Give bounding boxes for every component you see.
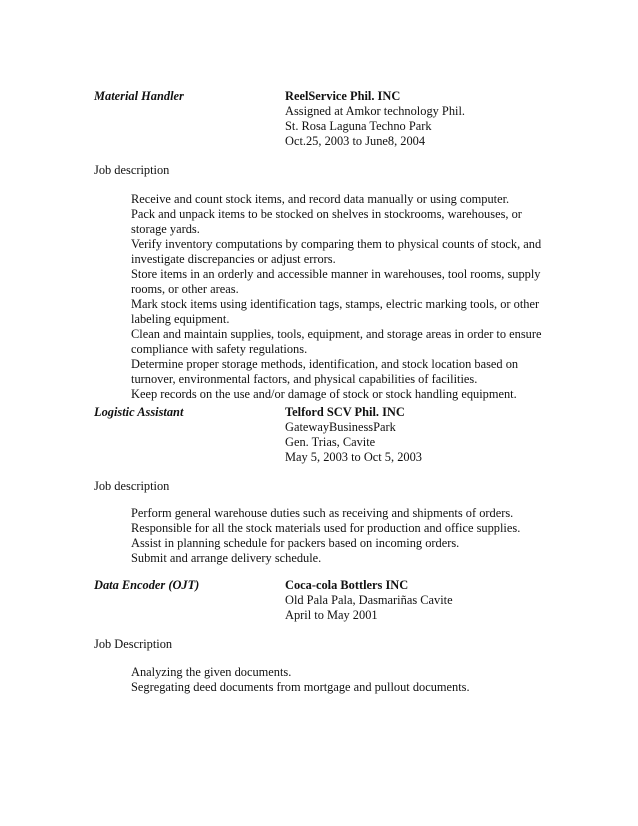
duty-item: Receive and count stock items, and record data manually or using computer. [131,192,510,206]
company-detail: Old Pala Pala, Dasmariñas Cavite [285,593,453,607]
company-block [285,89,565,149]
company-detail: St. Rosa Laguna Techno Park [285,119,432,133]
company-detail: Oct.25, 2003 to June8, 2004 [285,134,426,148]
company-name: ReelService Phil. INC [285,89,401,103]
company-detail: April to May 2001 [285,608,378,622]
duty-item: Determine proper storage methods, identification, and stock location based on turnover, environmental factors, and physical capabilities of facilities. [131,357,519,386]
duty-item: Assist in planning schedule for packers based on incoming orders. [131,536,460,550]
company-block [285,405,565,465]
job-description-label: Job Description [94,637,173,651]
duty-item: Perform general warehouse duties such as receiving and shipments of orders. [131,506,514,520]
job-duties-list [131,192,547,402]
job-title: Logistic Assistant [94,405,184,419]
company-detail: GatewayBusinessPark [285,420,396,434]
duty-item: Segregating deed documents from mortgage and pullout documents. [131,680,470,694]
job-description-label: Job description [94,163,170,177]
job-title: Data Encoder (OJT) [94,578,200,592]
job-duties-list [131,506,571,566]
company-name: Coca-cola Bottlers INC [285,578,409,592]
duty-item: Analyzing the given documents. [131,665,292,679]
duty-item: Mark stock items using identification tags, stamps, electric marking tools, or other labeling equipment. [131,297,540,326]
duty-item: Keep records on the use and/or damage of stock or stock handling equipment. [131,387,517,401]
company-block [285,578,565,623]
duty-item: Store items in an orderly and accessible manner in warehouses, tool rooms, supply rooms, or other areas. [131,267,541,296]
job-duties-list [131,665,571,695]
company-name: Telford SCV Phil. INC [285,405,405,419]
company-detail: Gen. Trias, Cavite [285,435,376,449]
company-detail: May 5, 2003 to Oct 5, 2003 [285,450,422,464]
duty-item: Verify inventory computations by comparing them to physical counts of stock, and investigate discrepancies or adjust errors. [131,237,542,266]
company-detail: Assigned at Amkor technology Phil. [285,104,465,118]
duty-item: Submit and arrange delivery schedule. [131,551,322,565]
duty-item: Responsible for all the stock materials used for production and office supplies. [131,521,521,535]
duty-item: Clean and maintain supplies, tools, equipment, and storage areas in order to ensure compliance with safety regulations. [131,327,542,356]
job-description-label: Job description [94,479,170,493]
duty-item: Pack and unpack items to be stocked on shelves in stockrooms, warehouses, or storage yards. [131,207,522,236]
job-title: Material Handler [94,89,184,103]
